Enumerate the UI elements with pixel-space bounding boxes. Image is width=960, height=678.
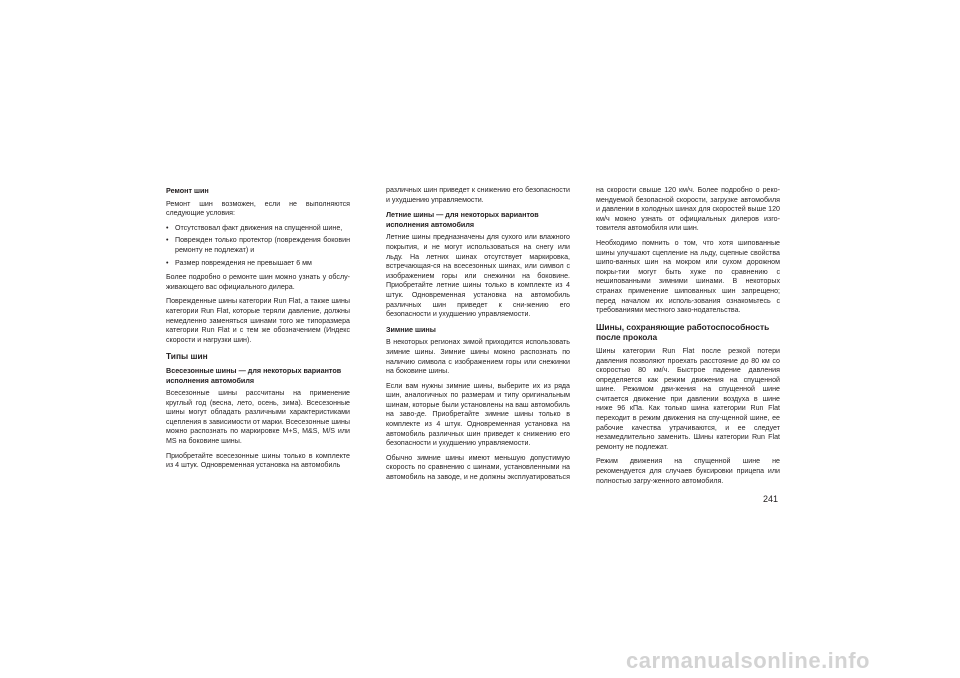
paragraph-dealer: Более подробно о ремонте шин можно узнать у обслу-живающего вас официального дилера. <box>166 273 350 291</box>
paragraph-repair-intro: Ремонт шин возможен, если не выполняются следующие условия: <box>166 199 350 218</box>
paragraph-summer: Летние шины предназначены для сухого или влажного покрытия, и не могут использоваться на снегу или льду. На летних шинах отсутствует маркировка, встречающая-ся на всесезонных шинах, или символ с изображением горы или снежинки на боковине. Приобретайте летние шины только в комплекте из 4 штук. Одновременная установка на автомобиль различных шин приведет к сни-жению его безопасности и ухудшению управляемости. <box>386 233 570 319</box>
column-right <box>596 186 780 491</box>
watermark: carmanualsonline.info <box>626 648 870 673</box>
paragraph-winter-2: Если вам нужны зимние шины, выберите их из ряда шин, аналогичных по размерам и типу оригинальным шинам, которые были установлены на ваш автомобиль на заво-де. Приобретайте зимние шины только в комплекте из 4 штук. Одновременная установка на автомобиль различных шин приведет к снижению его безопасности и ухудшению управляемости. <box>386 381 570 448</box>
list-item <box>166 259 350 269</box>
heading-all-season: Всесезонные шины — для некоторых вариантов исполнения автомобиля <box>166 365 342 385</box>
paragraph-run-flat-1: Шины категории Run Flat после резкой потери давления позволяют проехать расстояние до 80 км со скоростью 80 км/ч. Быстрое падение давления определяется как режим движения на спущенной шине. Режимом дви-жения на спущенной шине считается движение при давлении воздуха в шине ниже 96 кПа. Как только шина категории Run Flat переходит в режим движения на спу-щенной шине, ее рабочие качества утрачиваются, и ее следует незамедлительно заменить. Шины категории Run Flat ремонту не подлежат. <box>596 346 780 451</box>
column-left <box>166 186 350 476</box>
paragraph-winter-3: Обычно зимние шины имеют меньшую допустимую скорость по сравнению с шинами, установленными на автомобиль на заводе, и не должны эксплуатироваться <box>386 453 570 482</box>
page-number: 241 <box>763 494 779 504</box>
heading-run-flat: Шины, сохраняющие работоспособность после прокола <box>596 321 770 343</box>
bullet-icon: • <box>166 223 169 232</box>
heading-summer-tires: Летние шины — для некоторых вариантов исполнения автомобиля <box>386 210 539 229</box>
list-item-text: Поврежден только протектор (повреждения боковин ремонту не подлежат) и <box>175 236 350 254</box>
heading-tire-types: Типы шин <box>166 351 208 362</box>
bullet-icon: • <box>166 258 169 267</box>
repair-conditions-list <box>166 224 350 268</box>
paragraph-all-season-1: Всесезонные шины рассчитаны на применение круглый год (весна, лето, осень, зима). Всесезонные шины могут обладать различными характеристиками сцепления в зависимости от марки. Всесезонные шины можно распознать по маркировке M+S, M&S, M/S или MS на боковине шины. <box>166 389 350 446</box>
bullet-icon: • <box>166 236 169 245</box>
column-middle <box>386 186 570 488</box>
paragraph-run-flat-2: Режим движения на спущенной шине не рекомендуется для случаев буксировки прицепа или полностью загру-женного автомобиля. <box>596 457 780 485</box>
paragraph-winter-1: В некоторых регионах зимой приходится использовать зимние шины. Зимние шины можно распознать по наличию символа с изображением горы или снежинки на боковине шины. <box>386 338 570 376</box>
paragraph-all-season-2: Приобретайте всесезонные шины только в комплекте из 4 штук. Одновременная установка на автомобиль <box>166 451 350 470</box>
paragraph-runflat-replace: Поврежденные шины категории Run Flat, а также шины категории Run Flat, которые теряли давление, должны немедленно заменяться шинами того же типоразмера категории Run Flat и с тем же обозначением (Индекс скорости и нагрузки шин). <box>166 297 350 344</box>
list-item <box>166 236 350 255</box>
list-item-text: Отсутствовал факт движения на спущенной шине, <box>175 223 343 232</box>
list-item-text: Размер повреждения не превышает 6 мм <box>175 258 312 267</box>
heading-tire-repair: Ремонт шин <box>166 186 209 195</box>
paragraph-continued: на скорости свыше 120 км/ч. Более подробно о реко-мендуемой безопасной скорости, загрузке автомобиля и давлении в холодных шинах для скоростей выше 120 км/ч можно узнать от официальных дилеров изго-товителя автомобиля или шин. <box>596 186 780 233</box>
paragraph-studded: Необходимо помнить о том, что хотя шипованные шины улучшают сцепление на льду, сцепные свойства шипо-ванных шин на мокром или сухом дорожном покры-тии могут быть хуже по сравнению с нешипованными зимними шинами. В некоторых странах применение шипованных шин запрещено; перед началом их исполь-зования ознакомьтесь с требованиями местного зако-нодательства. <box>596 238 780 315</box>
paragraph-continued: различных шин приведет к снижению его безопасности и ухудшению управляемости. <box>386 186 570 204</box>
list-item <box>166 224 350 234</box>
heading-winter-tires: Зимние шины <box>386 324 436 334</box>
